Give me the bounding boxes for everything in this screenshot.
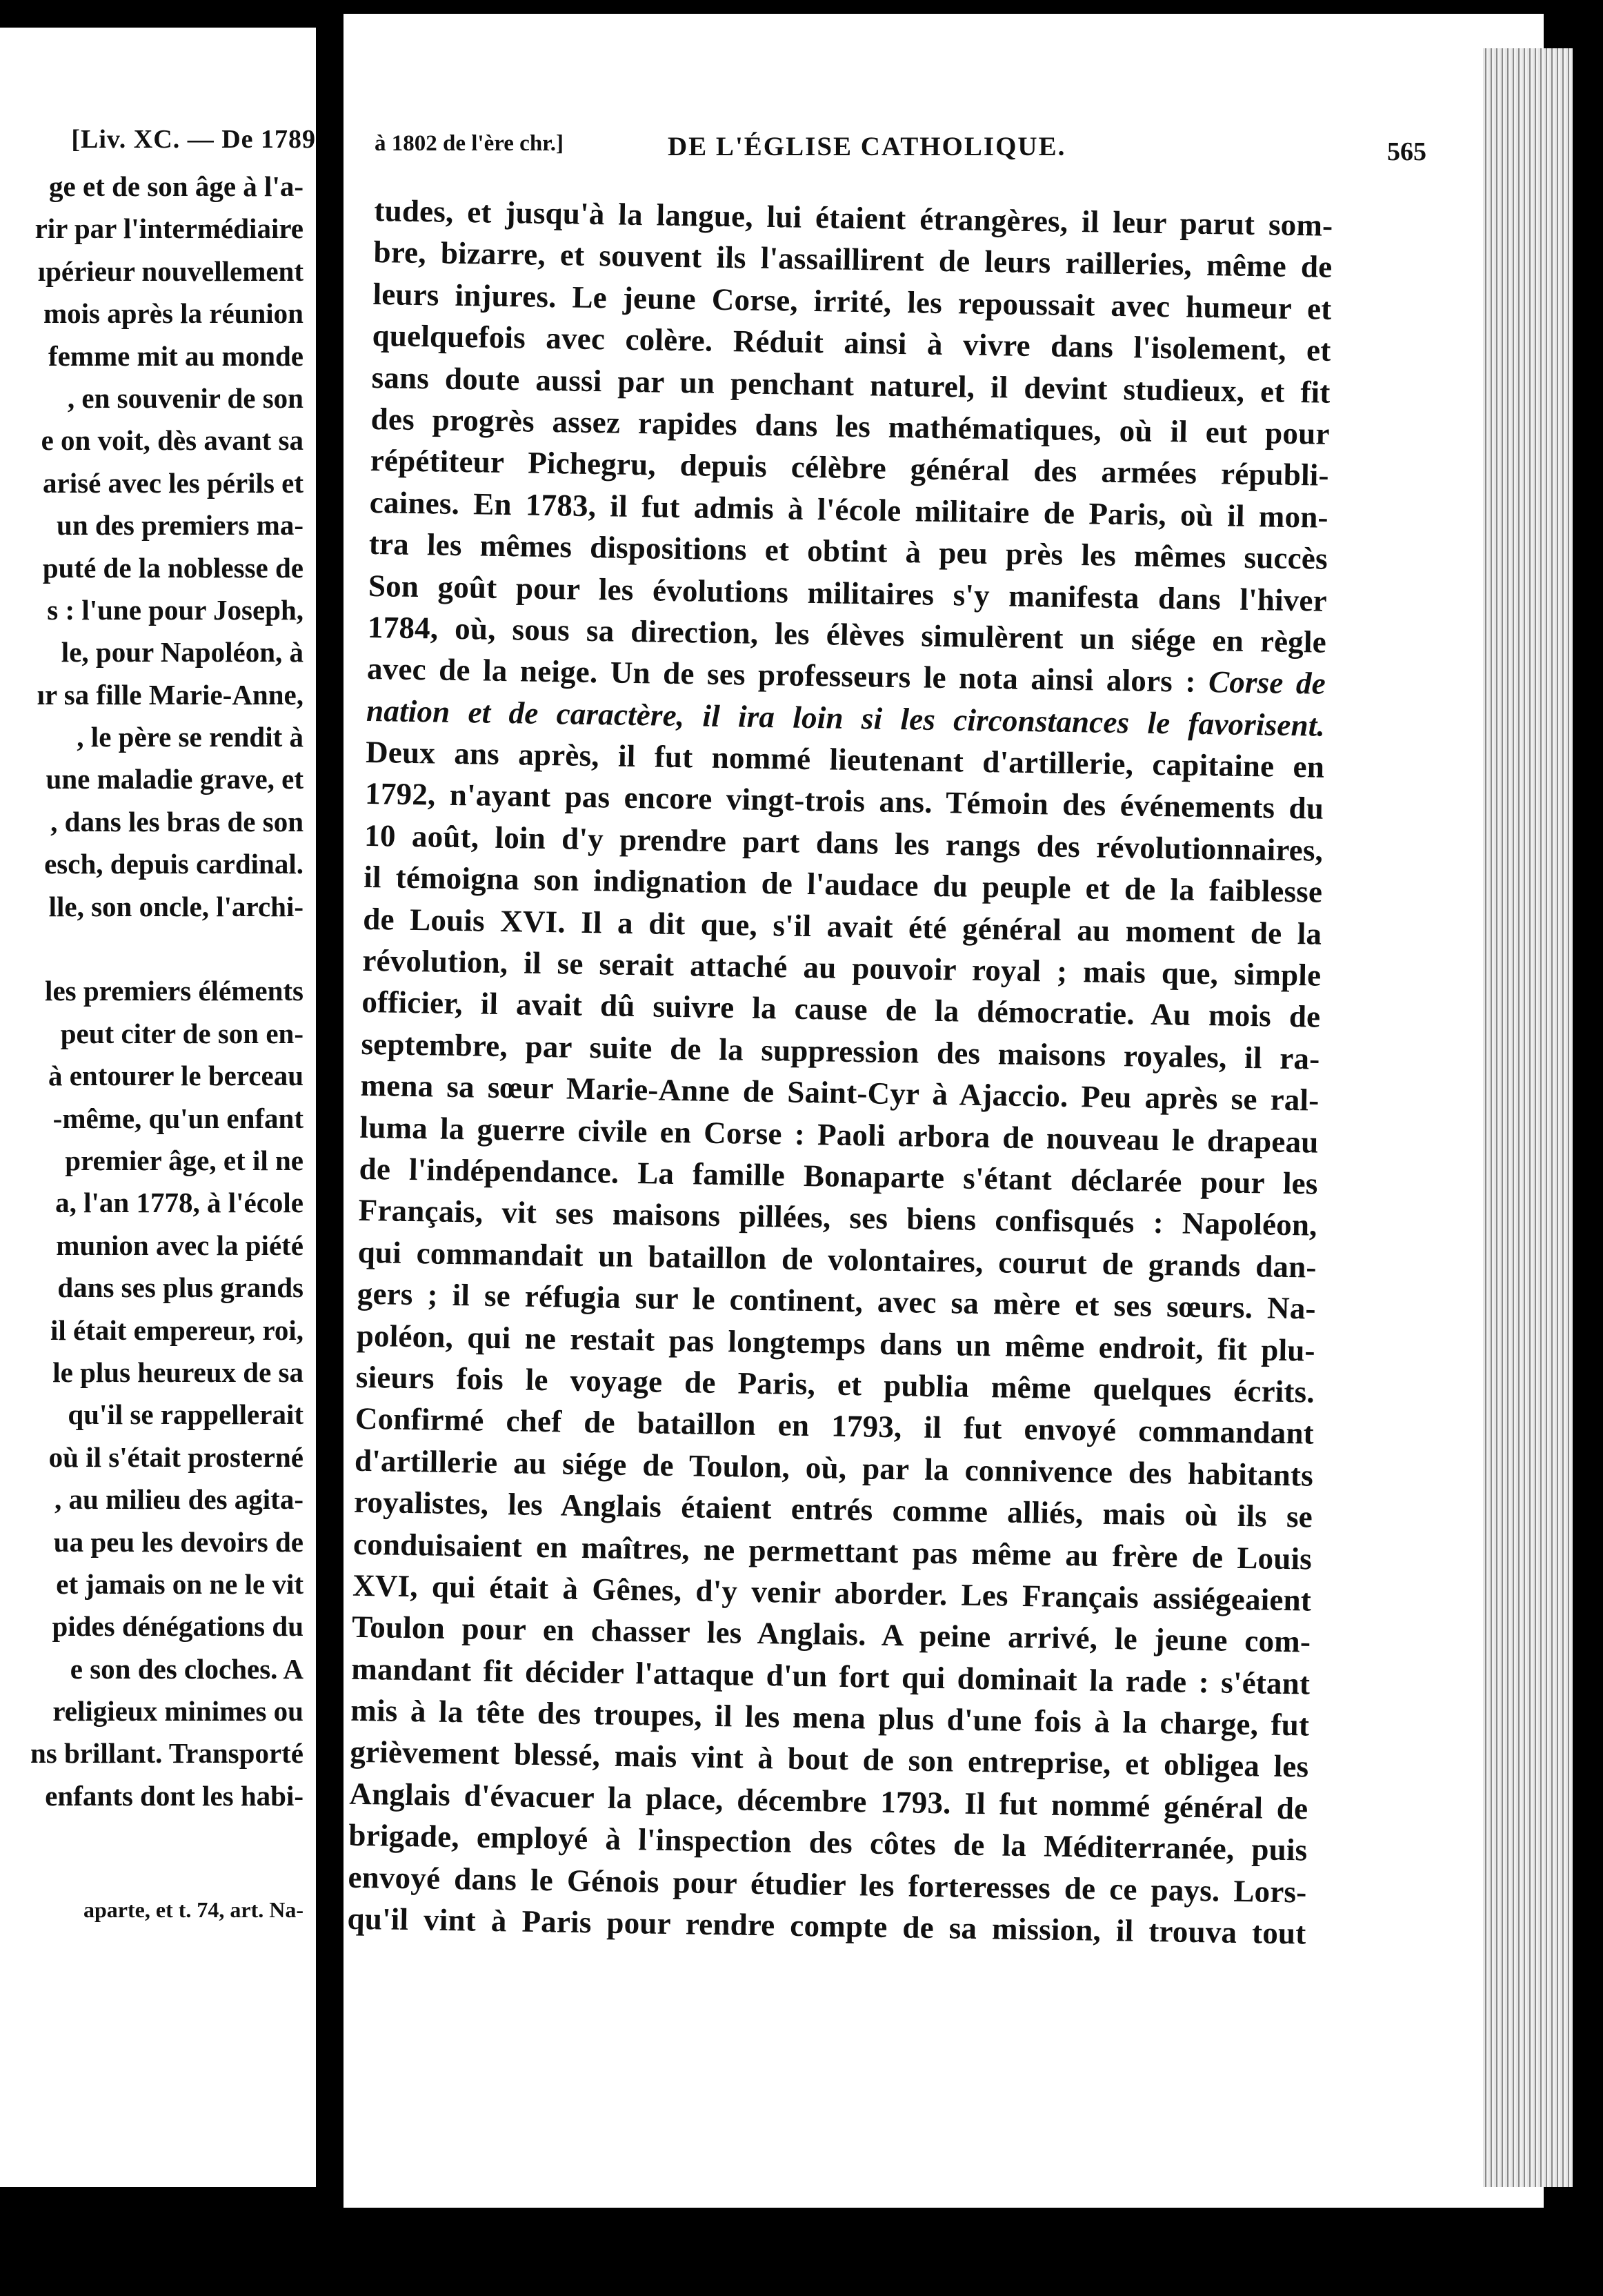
body-text-line: tudes, et jusqu'à la langue, lui étaient étrangères, il leur parut som- [374,192,1333,243]
body-text-line: révolution, il se serait attaché au pouvoir royal ; mais que, simple [362,942,1322,993]
left-text-line: ge et de son âge à l'a- [49,170,303,202]
body-text-line: nation et de caractère, il ira loin si les circonstances le favorisent. [366,693,1326,743]
left-text-line: une maladie grave, et [46,763,303,795]
left-text-line: , le père se rendit à [77,721,303,753]
left-text-line: à entourer le berceau [48,1060,303,1092]
body-text-line: d'artillerie au siége de Toulon, où, par la connivence des habitants [354,1443,1314,1493]
left-text-line: , au milieu des agita- [54,1483,303,1516]
left-text-line: les premiers éléments [45,975,303,1007]
left-text-line: puté de la noblesse de [42,551,303,584]
body-text-line: qu'il vint à Paris pour rendre compte de sa mission, il trouva tout [347,1901,1306,1951]
body-text-line: bre, bizarre, et souvent ils l'assaillirent de leurs railleries, même de [373,235,1333,285]
body-text-line: royalistes, les Anglais étaient entrés comme alliés, mais où ils se [353,1484,1313,1534]
left-text-line: où il s'était prosterné [48,1441,303,1473]
left-running-head: [Liv. XC. — De 1789 [71,125,316,154]
left-text-line: e on voit, dès avant sa [41,424,303,457]
left-text-line: arisé avec les périls et [43,466,303,499]
left-text-line: ua peu les devoirs de [53,1525,303,1558]
left-text-line: a, l'an 1778, à l'école [55,1187,303,1219]
main-body-text [347,190,1333,1954]
left-text-line: munion avec la piété [56,1229,303,1261]
left-text-line: esch, depuis cardinal. [44,848,303,880]
left-text-line: il était empereur, roi, [50,1314,303,1346]
left-text-line: pides dénégations du [52,1610,303,1643]
body-text-line: il témoigna son indignation de l'audace du peuple et de la faiblesse [363,860,1323,909]
right-page [344,14,1544,2208]
body-text-line: répétiteur Pichegru, depuis célèbre général des armées républi- [370,443,1330,493]
body-text-line: luma la guerre civile en Corse : Paoli arbora de nouveau le drapeau [359,1109,1319,1160]
left-text-line: lle, son oncle, l'archi- [48,890,303,922]
body-text-line: envoyé dans le Génois pour étudier les forteresses de ce pays. Lors- [348,1859,1307,1910]
left-page [0,28,316,2187]
body-text-line: sans doute aussi par un penchant naturel, il devint studieux, et fit [371,359,1331,410]
body-text-line: de Louis XVI. Il a dit que, s'il avait été général au moment de la [363,901,1322,951]
left-text-line: mois après la réunion [43,297,303,330]
left-text-line: dans ses plus grands [57,1271,303,1304]
left-text-line: , en souvenir de son [67,382,303,414]
body-text-line: mena sa sœur Marie-Anne de Saint-Cyr à Ajaccio. Peu après se ral- [360,1068,1320,1118]
body-text-line: 1784, où, sous sa direction, les élèves simulèrent un siége en règle [367,609,1327,660]
body-text-line: mandant fit décider l'attaque d'un fort qui dominait la rade : s'étant [350,1651,1311,1701]
left-text-line: religieux minimes ou [52,1695,303,1728]
left-text-line: enfants dont les habi- [45,1779,303,1812]
running-head [375,131,1426,172]
left-text-line: qu'il se rappellerait [68,1398,303,1431]
left-page-text [0,166,303,1817]
left-text-line: -même, qu'un enfant [52,1102,303,1134]
body-text-line: 10 août, loin d'y prendre part dans les rangs des révolutionnaires, [364,818,1324,868]
body-text-line: Son goût pour les évolutions militaires s'y manifesta dans l'hiver [368,568,1328,618]
body-text-line: XVI, qui était à Gênes, d'y venir aborder. Les Français assiégeaient [352,1567,1312,1618]
body-text-line: qui commandait un bataillon de volontaires, courut de grands dan- [357,1234,1317,1285]
left-text-line: et jamais on ne le vit [56,1567,303,1600]
left-text-line: ıpérieur nouvellement [37,255,303,287]
left-text-line: s : l'une pour Joseph, [47,593,303,626]
book-gutter [316,0,344,2296]
page-number: 565 [1387,137,1426,166]
body-text-line: Toulon pour en chasser les Anglais. A peine arrivé, le jeune com- [351,1610,1311,1659]
left-text-line: e son des cloches. A [70,1652,303,1685]
left-text-line: peut citer de son en- [60,1017,303,1049]
body-text-line: Anglais d'évacuer la place, décembre 1793. Il fut nommé général de [349,1776,1308,1826]
left-text-line: femme mit au monde [48,339,303,372]
body-text-line: mis à la tête des troupes, il les mena plus d'une fois à la charge, fut [350,1692,1310,1743]
body-text-line: gers ; il se réfugia sur le continent, avec sa mère et ses sœurs. Na- [357,1276,1317,1326]
left-text-line: ns brillant. Transporté [30,1737,303,1770]
body-text-line: leurs injures. Le jeune Corse, irrité, les repoussait avec humeur et [372,276,1332,326]
left-text-line: premier âge, et il ne [65,1144,303,1176]
left-text-line: rir par l'intermédiaire [34,212,303,245]
body-text-line: Deux ans après, il fut nommé lieutenant d'artillerie, capitaine en [365,734,1325,784]
running-head-date-range: à 1802 de l'ère chr.] [375,131,564,156]
body-text-line: septembre, par suite de la suppression des maisons royales, il ra- [361,1026,1320,1076]
left-footnote: aparte, et t. 74, art. Na- [83,1897,303,1922]
body-text-line: 1792, n'ayant pas encore vingt-trois ans. Témoin des événements du [364,776,1324,827]
running-head-title: DE L'ÉGLISE CATHOLIQUE. [668,132,1066,161]
body-text-line: avec de la neige. Un de ses professeurs le nota ainsi alors : Corse de [366,651,1326,702]
left-text-line: le plus heureux de sa [52,1356,303,1388]
body-text-line: caines. En 1783, il fut admis à l'école militaire de Paris, où il mon- [369,484,1329,535]
left-text-line: ır sa fille Marie-Anne, [37,678,303,711]
body-text-line: des progrès assez rapides dans les mathématiques, où il eut pour [370,401,1331,451]
left-text-line [0,928,303,970]
body-text-line: quelquefois avec colère. Réduit ainsi à vivre dans l'isolement, et [372,318,1331,368]
body-text-line: tra les mêmes dispositions et obtint à peu près les mêmes succès [368,526,1328,576]
body-text-line: conduisaient en maîtres, ne permettant pas même au frère de Louis [352,1526,1313,1576]
body-text-line: poléon, qui ne restait pas longtemps dans un même endroit, fit plu- [356,1318,1316,1368]
book-page-edges [1483,48,1573,2187]
left-text-line: , dans les bras de son [50,805,303,838]
body-text-line: Français, vit ses maisons pillées, ses biens confisqués : Napoléon, [358,1193,1317,1243]
body-text-line: de l'indépendance. La famille Bonaparte s'étant déclarée pour les [359,1151,1318,1201]
body-text-line: brigade, employé à l'inspection des côtes de la Méditerranée, puis [348,1817,1308,1868]
body-text-line: sieurs fois le voyage de Paris, et publia même quelques écrits. [355,1359,1315,1409]
body-text-line: officier, il avait dû suivre la cause de la démocratie. Au mois de [361,984,1321,1035]
body-text-line: Confirmé chef de bataillon en 1793, il fut envoyé commandant [355,1401,1315,1451]
left-text-line: un des premiers ma- [57,509,303,542]
left-text-line: le, pour Napoléon, à [61,636,303,669]
body-text-line: grièvement blessé, mais vint à bout de son entreprise, et obligea les [350,1734,1309,1785]
